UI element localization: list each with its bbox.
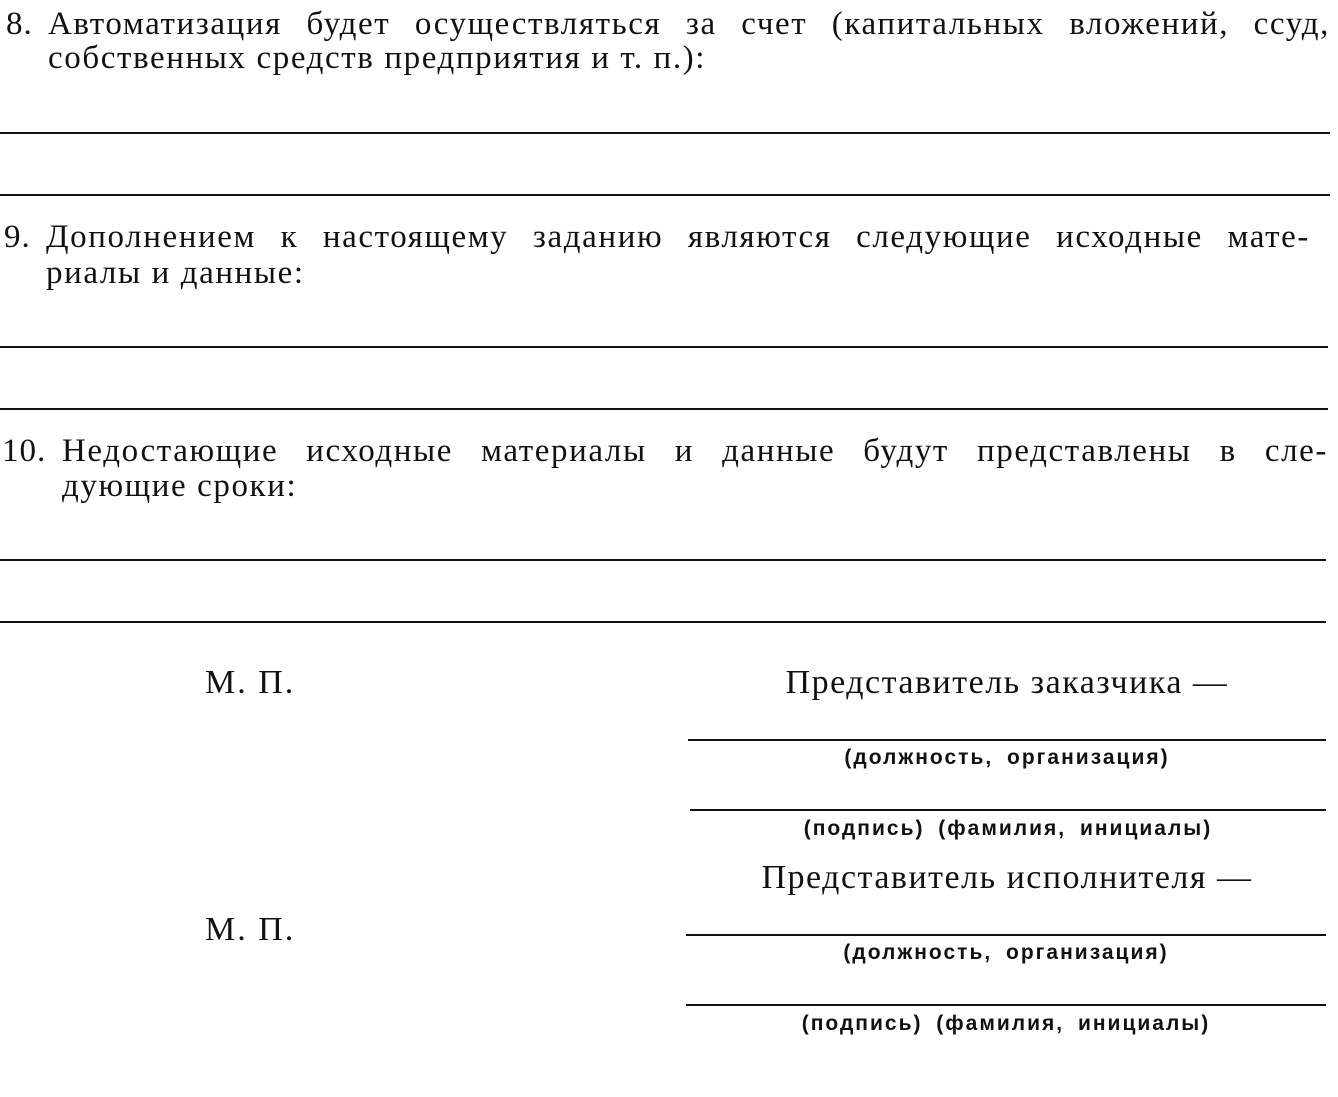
item-text-line: собственных средств предприятия и т. п.): <box>48 40 707 76</box>
stamp-label: М. П. <box>205 664 296 701</box>
customer-representative-title: Представитель заказчика — <box>785 664 1229 701</box>
customer-position-caption: (должность, организация) <box>844 746 1170 769</box>
contractor-position-line[interactable] <box>686 934 1326 936</box>
fill-in-line[interactable] <box>0 194 1330 196</box>
customer-signature-line[interactable] <box>690 809 1326 811</box>
fill-in-line[interactable] <box>0 346 1328 348</box>
item-text-line: дующие сроки: <box>62 468 298 504</box>
item-number: 10. <box>2 433 47 469</box>
contractor-representative-title: Представитель исполнителя — <box>761 859 1253 896</box>
customer-signature-caption: (подпись) (фамилия, инициалы) <box>803 817 1213 840</box>
item-number: 8. <box>6 6 33 42</box>
item-number: 9. <box>4 219 31 255</box>
customer-position-line[interactable] <box>688 739 1326 741</box>
item-text-line: Автоматизация будет осуществляться за счет (капитальных вложений, ссуд, <box>48 6 1330 42</box>
fill-in-line[interactable] <box>0 621 1326 623</box>
item-text-line: Недостающие исходные материалы и данные будут представлены в сле- <box>62 433 1328 469</box>
fill-in-line[interactable] <box>0 132 1330 134</box>
contractor-position-caption: (должность, организация) <box>843 941 1169 964</box>
contractor-signature-line[interactable] <box>686 1004 1326 1006</box>
stamp-label: М. П. <box>205 911 296 948</box>
contractor-signature-caption: (подпись) (фамилия, инициалы) <box>801 1012 1211 1035</box>
item-text-line: риалы и данные: <box>46 255 305 291</box>
fill-in-line[interactable] <box>0 408 1328 410</box>
item-text-line: Дополнением к настоящему заданию являются следующие исходные мате- <box>46 219 1310 255</box>
fill-in-line[interactable] <box>0 559 1326 561</box>
